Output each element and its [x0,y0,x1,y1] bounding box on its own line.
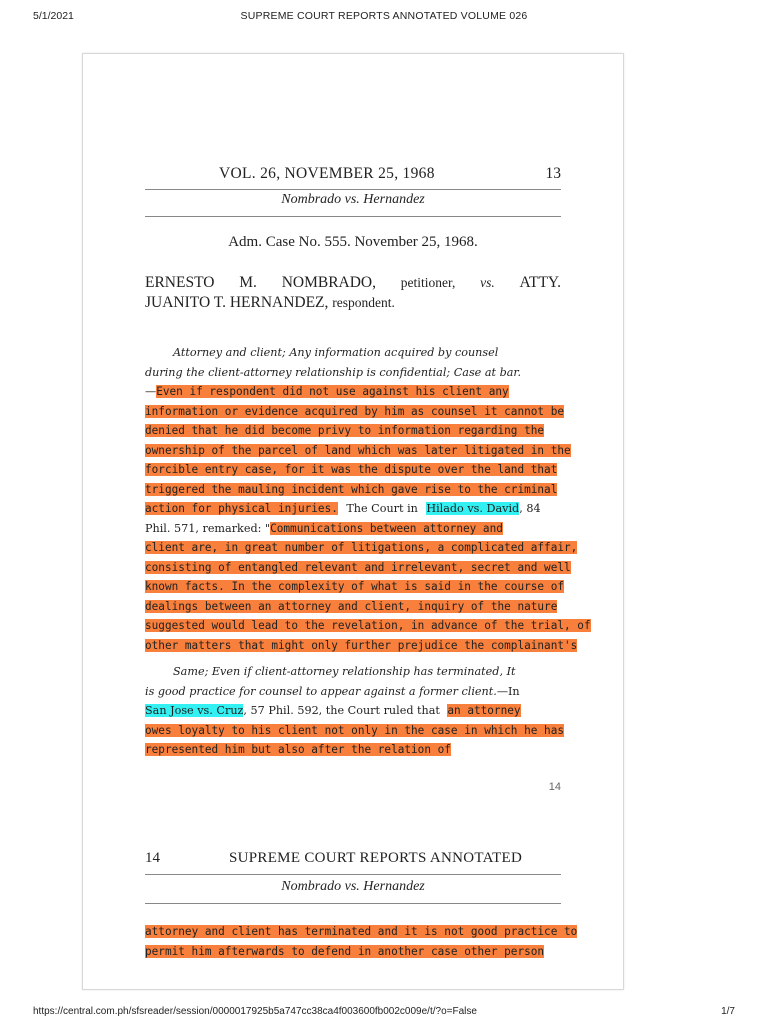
running-head-2 [145,849,561,873]
highlighted-text: owes loyalty to his client not only in the case in which he has [145,723,564,737]
party-word: NOMBRADO, [281,274,376,291]
syllabus-text: Phil. 571, remarked: " [145,521,271,535]
case-number: Adm. Case No. 555. November 25, 1968. [228,234,478,250]
party-word: ERNESTO [145,274,215,291]
print-date: 5/1/2021 [33,10,74,22]
highlighted-text: attor [145,925,179,938]
highlighted-text: permit him afterwards to defend in another case other person [145,944,545,958]
print-footer [0,1002,768,1024]
highlighted-text: other matters that might only further prejudice the complainant's [145,638,578,652]
divider [145,903,561,904]
print-page-count: 1/7 [721,1006,735,1017]
syllabus-text: , 57 Phil. 592, the Court ruled that [243,704,440,717]
highlighted-text: ownership of the parcel of land which was later litigated in the [145,443,571,457]
case-parties [145,273,561,313]
highlighted-text: ney and client has terminated and it is not good practice to [178,925,578,938]
page-number: 14 [548,781,561,793]
party-word: ATTY. [519,274,561,291]
running-head-page: 14 [145,850,160,866]
highlighted-text: consisting of entangled relevant and irrelevant, secret and well [145,560,571,574]
highlighted-text: denied that he did become privy to information regarding the [145,424,545,437]
divider [145,189,561,190]
party-word: M. [239,274,257,291]
document-page [82,53,624,990]
running-head [145,163,561,187]
highlighted-text: forcible entry case, for it was the dispute over the land that [145,463,558,476]
highlighted-text: an attorney [447,704,521,717]
versus-text: vs. [480,275,495,290]
divider [145,216,561,217]
highlighted-text: known facts. In the complexity of what is said in the course of [145,580,564,593]
highlighted-text: suggested would lead to the revelation, in advance of the trial, of [145,619,591,632]
case-name: Nombrado vs. Hernandez [281,192,425,207]
em-dash: — [145,385,157,398]
running-head-title: SUPREME COURT REPORTS ANNOTATED [229,850,523,866]
case-name: Nombrado vs. Hernandez [281,879,425,894]
parties-line-1 [145,273,561,293]
highlighted-text: Communications between attorney and [270,521,503,535]
syllabus-text: , 84 [519,502,541,515]
syllabus-text: is good practice for counsel to appear against a former client. [145,684,497,698]
party-role: respondent. [332,295,395,310]
highlighted-text: dealings between an attorney and client, inquiry of the nature [145,599,558,613]
respondent-name: JUANITO T. HERNANDEZ, [145,294,329,311]
highlighted-text: Even if respondent did not use against his client any [156,385,509,398]
highlighted-text: triggered the mauling incident which gave rise to the criminal [145,482,558,496]
case-citation-link[interactable]: Hilado vs. David [426,502,520,515]
running-head-title: VOL. 26, NOVEMBER 25, 1968 [219,165,435,182]
syllabus-text: —In [496,684,520,698]
party-role: petitioner, [400,275,456,290]
highlighted-text: action for physical injuries. [145,502,338,515]
divider [145,874,561,875]
syllabus-text: The Court in [346,502,418,515]
highlighted-text: client are, in great number of litigations, a complicated affair, [145,541,578,554]
highlighted-text: information or evidence acquired by him as counsel it cannot be [145,404,564,418]
print-header [0,0,768,30]
syllabus-text: Same; Even if client-attorney relationship has terminated, It [173,665,516,678]
print-title: SUPREME COURT REPORTS ANNOTATED VOLUME 026 [240,10,528,22]
case-citation-link[interactable]: San Jose vs. Cruz [145,704,244,717]
highlighted-text: represented him but also after the relation of [145,743,451,756]
syllabus-text: Attorney and client; Any information acquired by counsel [173,346,499,359]
parties-line-2 [145,293,561,313]
syllabus-text: during the client-attorney relationship is confidential; Case at bar. [145,365,522,379]
running-head-page: 13 [545,165,561,182]
print-url: https://central.com.ph/sfsreader/session/0000017925b5a747cc38ca4f003600fb002c009e/t/?o=False [33,1006,477,1017]
